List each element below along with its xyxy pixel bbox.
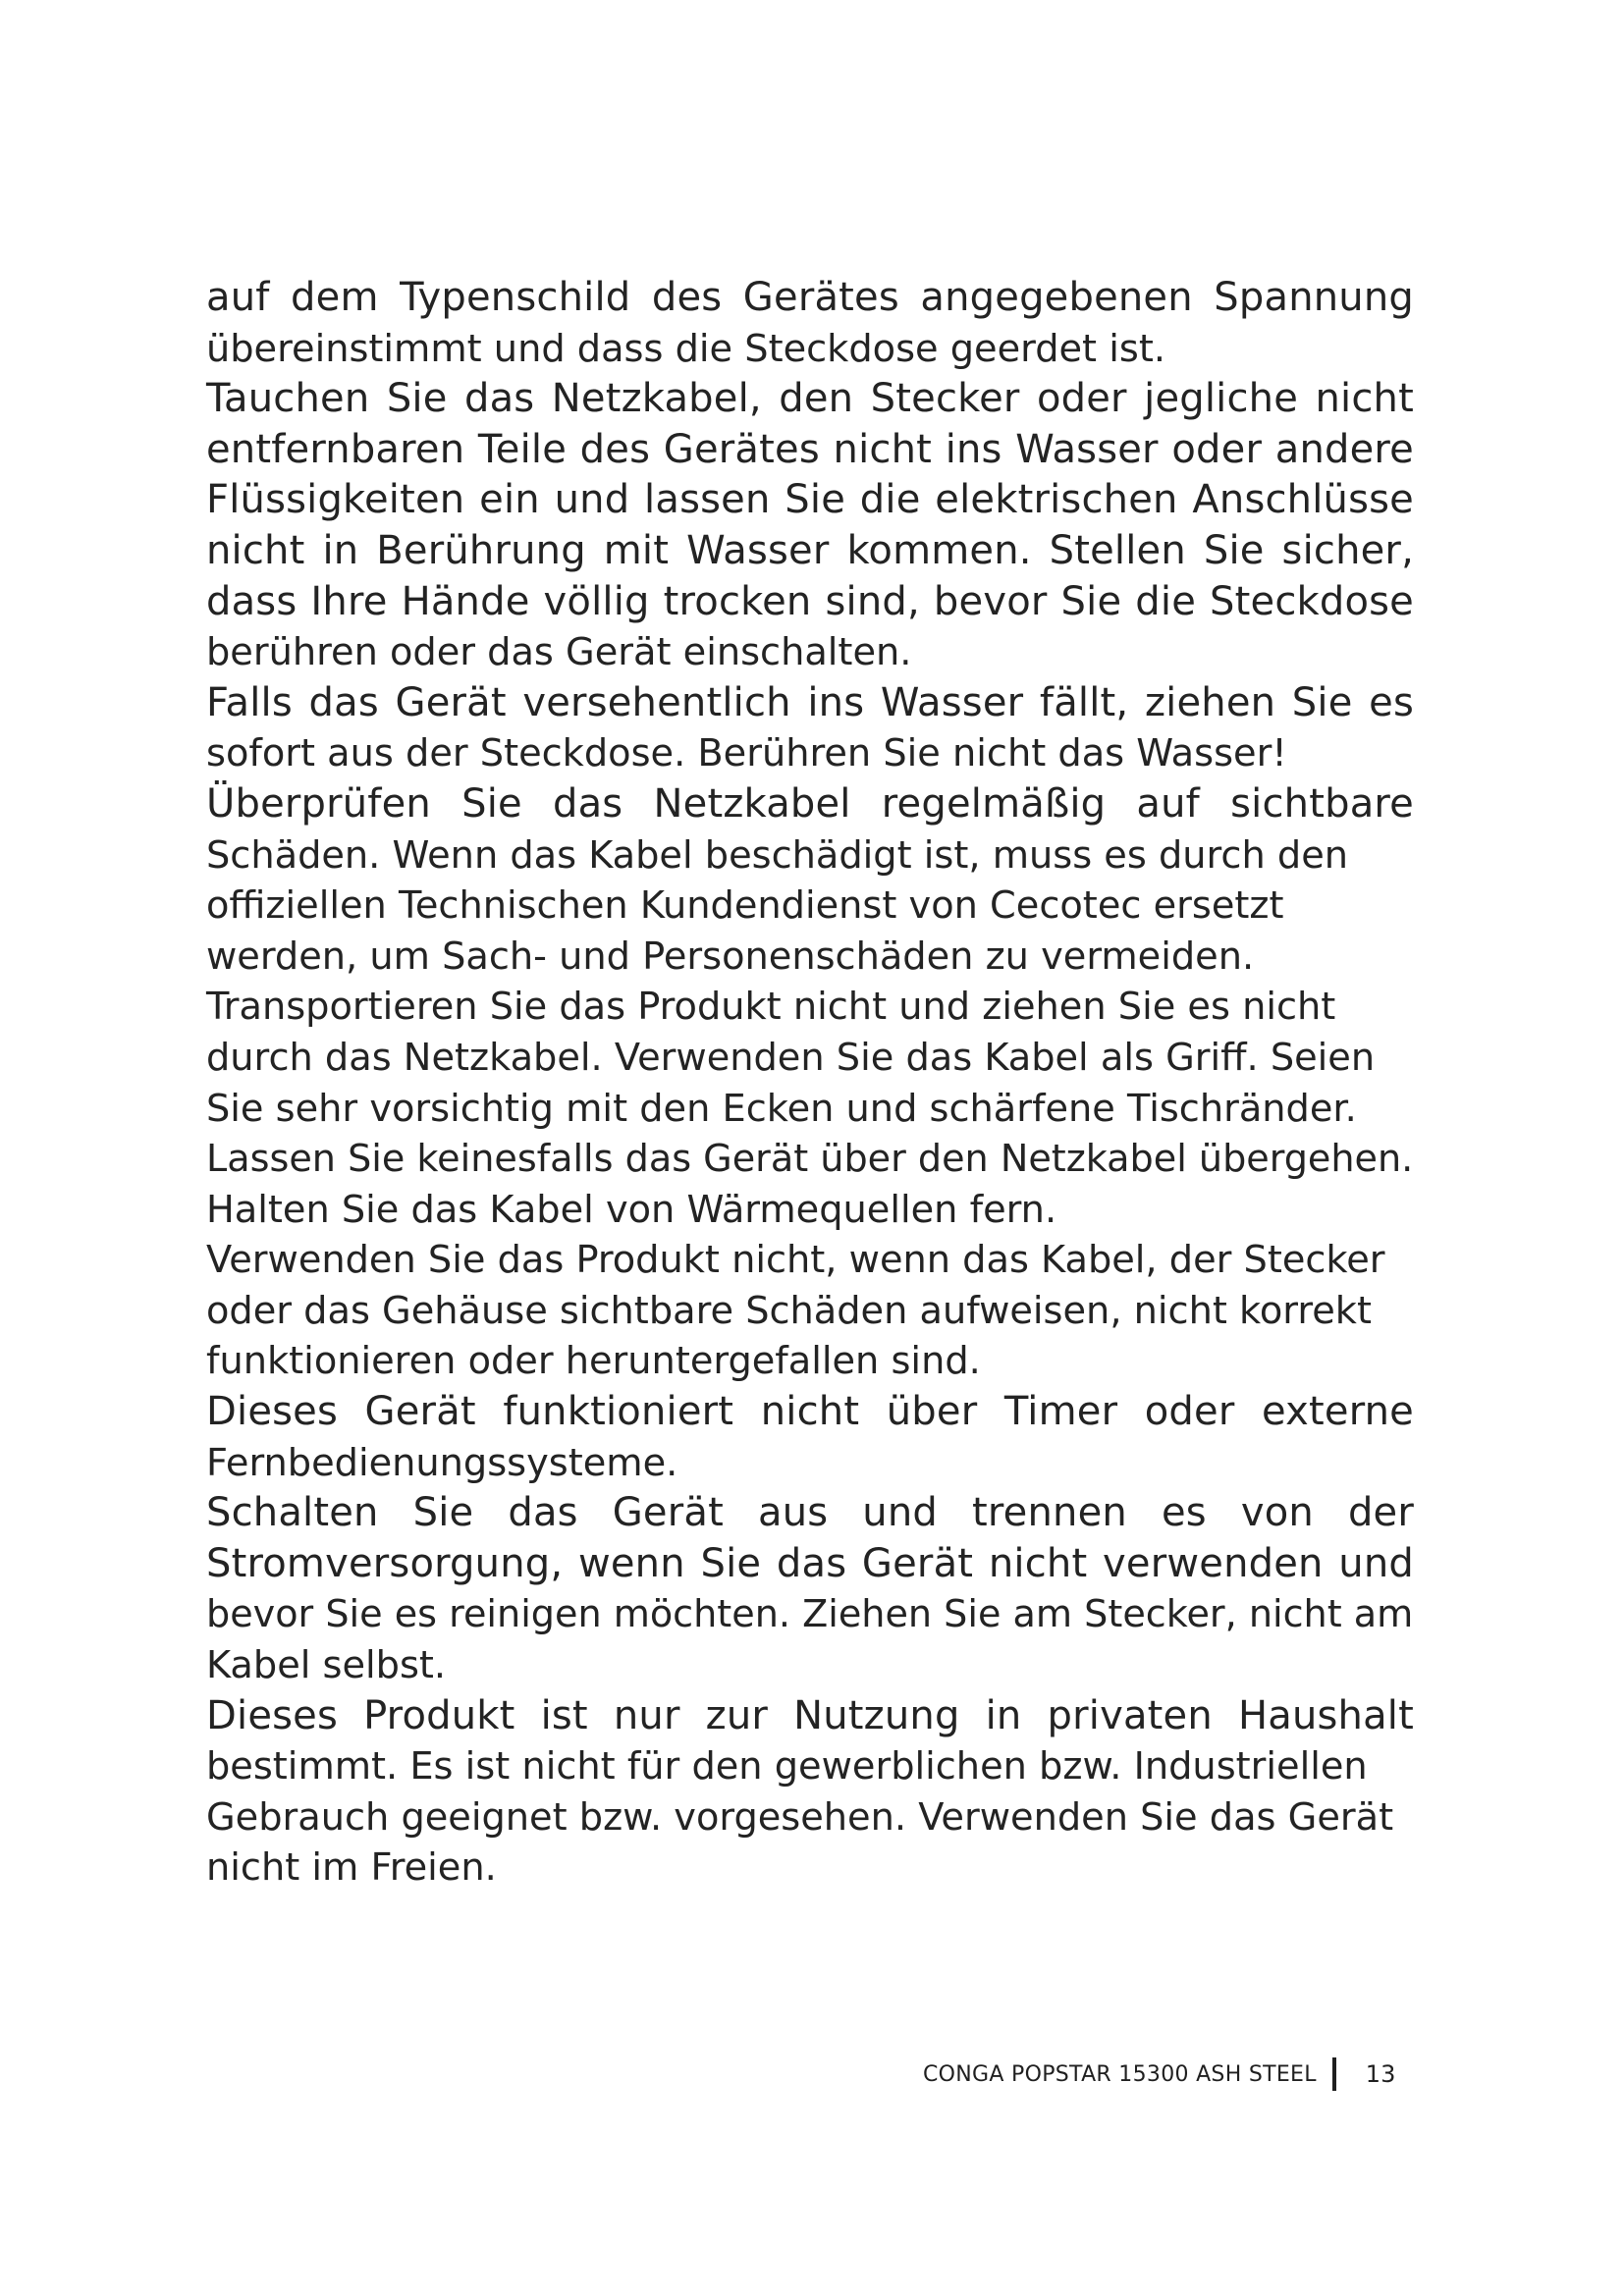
page-footer: [923, 2055, 1395, 2094]
text-line: sofort aus der Steckdose. Berühren Sie nicht das Wasser!: [206, 731, 1287, 776]
text-line: Verwenden Sie das Produkt nicht, wenn das Kabel, der Stecker: [206, 1238, 1385, 1283]
text-line: Transportieren Sie das Produkt nicht und ziehen Sie es nicht: [206, 985, 1336, 1030]
text-line: Flüssigkeiten ein und lassen Sie die elektrischen Anschlüsse: [206, 477, 1414, 523]
text-line: Schalten Sie das Gerät aus und trennen es von der: [206, 1490, 1414, 1536]
text-line: nicht in Berührung mit Wasser kommen. Stellen Sie sicher,: [206, 527, 1414, 573]
text-line: Halten Sie das Kabel von Wärmequellen fern.: [206, 1187, 1057, 1232]
text-line: Stromversorgung, wenn Sie das Gerät nicht verwenden und: [206, 1540, 1414, 1586]
text-line: Lassen Sie keinesfalls das Gerät über den Netzkabel übergehen.: [206, 1137, 1414, 1181]
footer-divider: [1332, 2057, 1336, 2091]
body-text: [206, 273, 1468, 1894]
text-line: Sie sehr vorsichtig mit den Ecken und schärfene Tischränder.: [206, 1086, 1357, 1131]
text-line: durch das Netzkabel. Verwenden Sie das Kabel als Griff. Seien: [206, 1035, 1376, 1080]
text-line: Überprüfen Sie das Netzkabel regelmäßig auf sichtbare: [206, 780, 1414, 827]
text-line: werden, um Sach- und Personenschäden zu vermeiden.: [206, 934, 1255, 979]
text-line: nicht im Freien.: [206, 1845, 497, 1891]
text-line: Fernbedienungssysteme.: [206, 1440, 678, 1485]
text-line: Kabel selbst.: [206, 1643, 447, 1688]
text-line: Dieses Gerät funktioniert nicht über Timer oder externe: [206, 1389, 1414, 1435]
text-line: dass Ihre Hände völlig trocken sind, bevor Sie die Steckdose: [206, 578, 1414, 624]
text-line: Gebrauch geeignet bzw. vorgesehen. Verwenden Sie das Gerät: [206, 1794, 1394, 1840]
text-line: entfernbaren Teile des Gerätes nicht ins Wasser oder andere: [206, 426, 1414, 472]
text-line: übereinstimmt und dass die Steckdose geerdet ist.: [206, 326, 1165, 371]
text-line: funktionieren oder heruntergefallen sind.: [206, 1339, 981, 1384]
page-number: 13: [1365, 2060, 1396, 2088]
text-line: Dieses Produkt ist nur zur Nutzung in privaten Haushalt: [206, 1692, 1414, 1738]
footer-product-name: CONGA POPSTAR 15300 ASH STEEL: [923, 2061, 1317, 2087]
text-line: bestimmt. Es ist nicht für den gewerblichen bzw. Industriellen: [206, 1744, 1368, 1789]
text-line: offiziellen Technischen Kundendienst von Cecotec ersetzt: [206, 883, 1284, 929]
text-line: Schäden. Wenn das Kabel beschädigt ist, muss es durch den: [206, 832, 1349, 878]
text-line: auf dem Typenschild des Gerätes angegebenen Spannung: [206, 275, 1414, 320]
text-line: oder das Gehäuse sichtbare Schäden aufweisen, nicht korrekt: [206, 1288, 1372, 1333]
text-line: Falls das Gerät versehentlich ins Wasser fällt, ziehen Sie es: [206, 679, 1414, 725]
text-line: bevor Sie es reinigen möchten. Ziehen Sie am Stecker, nicht am: [206, 1592, 1414, 1636]
text-line: Tauchen Sie das Netzkabel, den Stecker oder jegliche nicht: [206, 376, 1414, 422]
text-line: berühren oder das Gerät einschalten.: [206, 630, 912, 675]
